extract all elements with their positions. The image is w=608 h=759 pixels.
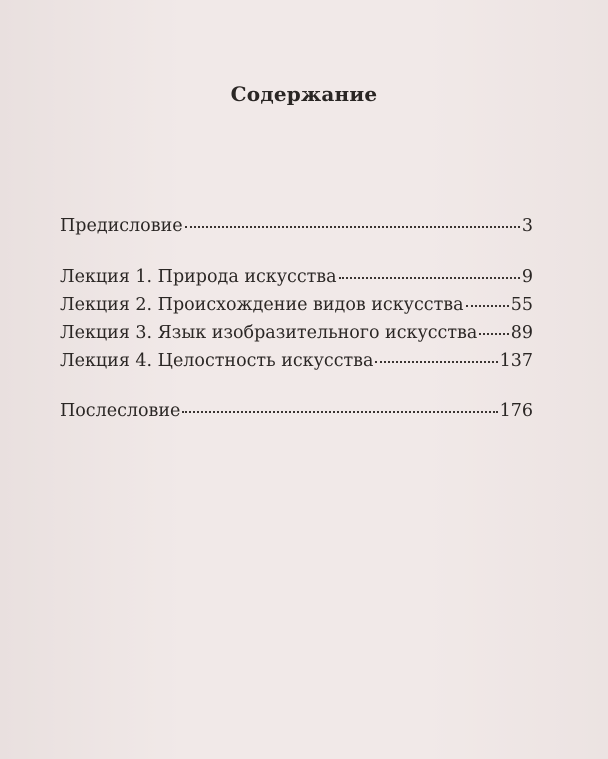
- spacer: [60, 240, 533, 263]
- page-title: Содержание: [230, 82, 378, 106]
- toc-entry-page: 55: [510, 295, 533, 315]
- spacer: [60, 375, 533, 397]
- toc-entry-label: Лекция 2. Происхождение видов искусства: [60, 295, 464, 315]
- leader-dots: [185, 225, 520, 228]
- toc-entry-preface: [60, 212, 533, 240]
- toc-entry-page: 89: [510, 323, 533, 343]
- toc-entry-label: Лекция 3. Язык изобразительного искусства: [60, 323, 478, 343]
- leader-dots: [375, 360, 497, 363]
- toc-entry-page: 176: [499, 401, 533, 421]
- toc-entry-page: 3: [521, 216, 533, 236]
- leader-dots: [182, 410, 497, 413]
- leader-dots: [466, 304, 509, 307]
- leader-dots: [479, 332, 508, 335]
- leader-dots: [339, 276, 520, 279]
- toc-entry-lecture-3: [60, 319, 533, 347]
- toc-entry-lecture-2: [60, 291, 533, 319]
- toc-entry-page: 9: [521, 267, 533, 287]
- table-of-contents: [60, 212, 533, 425]
- toc-entry-lecture-1: [60, 263, 533, 291]
- toc-entry-label: Предисловие: [60, 216, 183, 236]
- toc-entry-label: Лекция 1. Природа искусства: [60, 267, 337, 287]
- toc-entry-label: Лекция 4. Целостность искусства: [60, 351, 374, 371]
- toc-entry-lecture-4: [60, 347, 533, 375]
- toc-entry-afterword: [60, 397, 533, 425]
- toc-entry-label: Послесловие: [60, 401, 181, 421]
- toc-entry-page: 137: [499, 351, 533, 371]
